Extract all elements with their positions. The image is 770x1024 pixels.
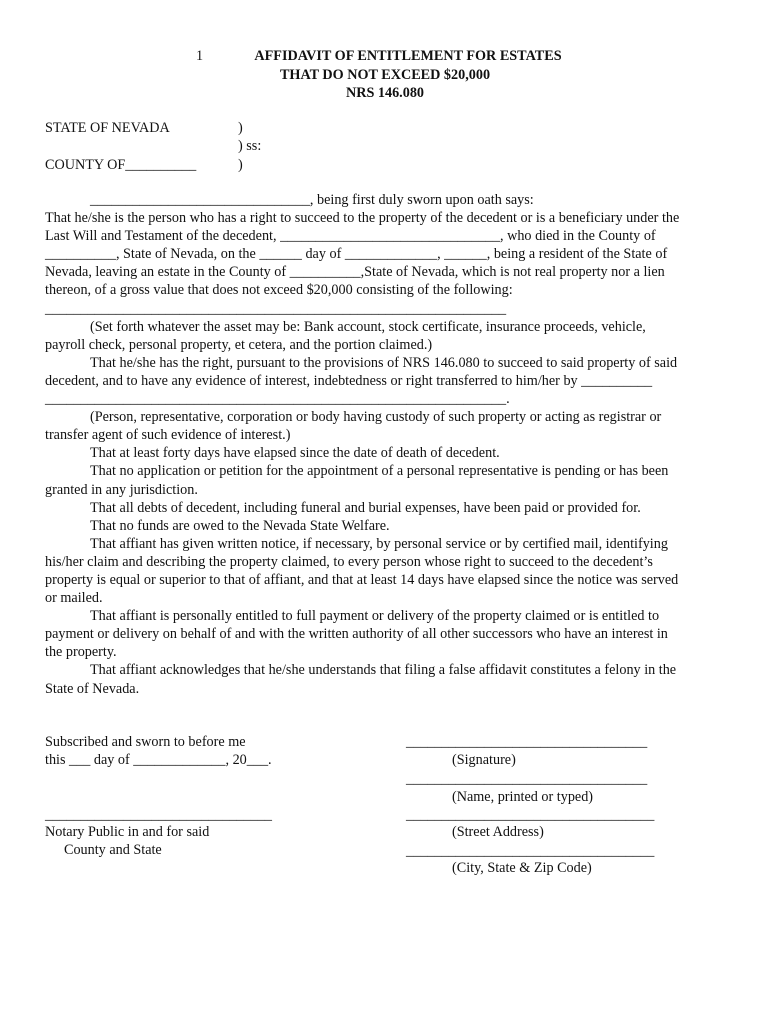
body-line: That at least forty days have elapsed since the date of death of decedent. xyxy=(90,445,500,462)
page-number: 1 xyxy=(196,48,204,64)
venue-paren-ss: ) ss: xyxy=(238,138,262,154)
body-line: property is equal or superior to that of affiant, and that at least 14 days have elapsed since the notice was served xyxy=(45,571,679,588)
body-line: granted in any jurisdiction. xyxy=(45,481,198,498)
body-line: payroll check, personal property, et cetera, and the portion claimed.) xyxy=(45,336,433,353)
subscribed-date-line: this ___ day of _____________, 20___. xyxy=(45,752,272,768)
street-address-label: (Street Address) xyxy=(452,824,544,840)
body-line: payment or delivery on behalf of and with the written authority of all other successors who have an interest in xyxy=(45,626,668,643)
notary-label: Notary Public in and for said xyxy=(45,824,210,840)
notary-county-state: County and State xyxy=(64,842,162,858)
body-line: That affiant is personally entitled to full payment or delivery of the property claimed or is entitled to xyxy=(90,608,660,625)
title-line-3: NRS 146.080 xyxy=(345,85,425,101)
body-line: State of Nevada. xyxy=(45,680,140,697)
body-line: That no funds are owed to the Nevada State Welfare. xyxy=(90,517,390,534)
venue-paren-3: ) xyxy=(238,157,243,173)
body-line: Nevada, leaving an estate in the County of __________,State of Nevada, which is not real property nor a lien xyxy=(45,264,665,281)
affidavit-body xyxy=(45,191,735,698)
body-line: _________________________________________________________________. xyxy=(45,391,510,408)
street-address-line: ___________________________________ xyxy=(406,807,655,823)
body-line: That affiant acknowledges that he/she understands that filing a false affidavit constitutes a felony in the xyxy=(90,662,677,679)
body-line: his/her claim and describing the property claimed, to every person whose right to succeed to the decedent’s xyxy=(45,553,653,570)
body-line: transfer agent of such evidence of interest.) xyxy=(45,427,291,444)
notary-signature-line: ________________________________ xyxy=(45,807,272,823)
venue-county: COUNTY OF__________ xyxy=(45,157,197,173)
title-line-1: AFFIDAVIT OF ENTITLEMENT FOR ESTATES xyxy=(254,48,562,64)
body-line: thereon, of a gross value that does not exceed $20,000 consisting of the following: xyxy=(45,282,513,299)
affiant-name-line: __________________________________ xyxy=(406,771,648,787)
subscribed-text: Subscribed and sworn to before me xyxy=(45,734,246,750)
body-line: or mailed. xyxy=(45,590,103,607)
body-line: (Set forth whatever the asset may be: Bank account, stock certificate, insurance proceeds, vehicle, xyxy=(90,318,646,335)
body-line: the property. xyxy=(45,644,117,661)
body-line: That affiant has given written notice, if necessary, by personal service or by certified mail, identifying xyxy=(90,535,668,552)
city-state-zip-line: ___________________________________ xyxy=(406,843,655,859)
body-line: That all debts of decedent, including funeral and burial expenses, have been paid or provided for. xyxy=(90,499,641,516)
body-line: decedent, and to have any evidence of interest, indebtedness or right transferred to him/her by __________ xyxy=(45,372,653,389)
venue-paren-1: ) xyxy=(238,120,243,136)
signature-label: (Signature) xyxy=(452,752,516,768)
body-line: That he/she is the person who has a right to succeed to the property of the decedent or is a beneficiary under the xyxy=(45,210,680,227)
body-line: _________________________________________________________________ xyxy=(45,300,507,317)
body-line: Last Will and Testament of the decedent, _______________________________, who died in the County of xyxy=(45,228,656,245)
city-state-zip-label: (City, State & Zip Code) xyxy=(452,860,592,876)
body-line: (Person, representative, corporation or body having custody of such property or acting as registrar or xyxy=(90,409,662,426)
body-line: That he/she has the right, pursuant to the provisions of NRS 146.080 to succeed to said property of said xyxy=(90,354,678,371)
body-line: That no application or petition for the appointment of a personal representative is pending or has been xyxy=(90,463,669,480)
body-line: _______________________________, being first duly sworn upon oath says: xyxy=(90,192,534,208)
venue-state: STATE OF NEVADA xyxy=(45,120,170,136)
title-line-2: THAT DO NOT EXCEED $20,000 xyxy=(279,67,491,83)
name-label: (Name, printed or typed) xyxy=(452,789,594,805)
affiant-signature-line: __________________________________ xyxy=(406,734,648,750)
body-line: __________, State of Nevada, on the ______ day of _____________, ______, being a resident of the State of xyxy=(45,246,668,263)
